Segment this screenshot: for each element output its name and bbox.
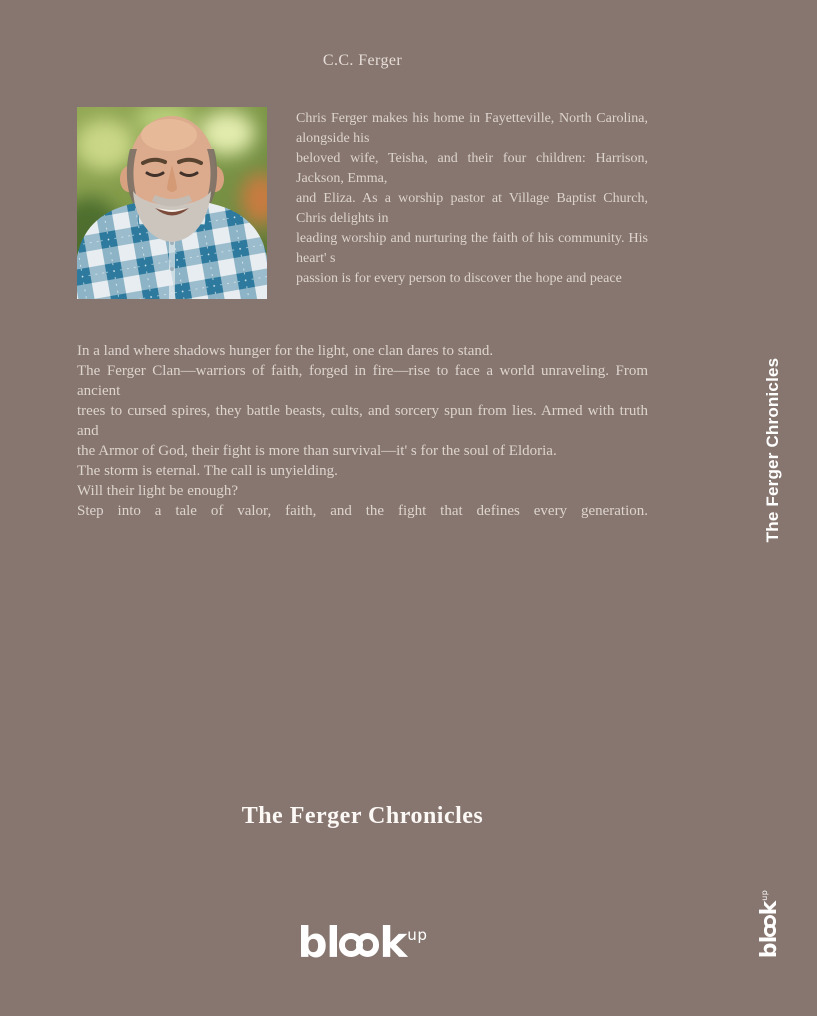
author-photo xyxy=(77,107,267,299)
logo-superscript: up xyxy=(407,925,428,944)
bio-line: leading worship and nurturing the faith of his community. His heart' s xyxy=(296,231,648,266)
bio-line: and Eliza. As a worship pastor at Village Baptist Church, Chris delights in xyxy=(296,191,648,226)
logo-ring-icon xyxy=(764,915,776,927)
spine-title: The Ferger Chronicles xyxy=(763,357,782,543)
description-line: Step into a tale of valor, faith, and the fight that defines every generation. xyxy=(77,503,648,519)
logo-text-prefix: bl xyxy=(297,918,340,967)
logo-text-suffix: k xyxy=(757,901,782,916)
description-line: The storm is eternal. The call is unyielding. xyxy=(77,463,338,479)
logo-text-prefix: bl xyxy=(757,936,782,959)
spine-publisher-logo-area xyxy=(752,869,792,979)
bio-line: Chris Ferger makes his home in Fayetteville, North Carolina, alongside his xyxy=(296,111,648,146)
description-line: the Armor of God, their fight is more than survival—it' s for the soul of Eldoria. xyxy=(77,443,557,459)
description-line: trees to cursed spires, they battle beasts, cults, and sorcery spun from lies. Armed with truth and xyxy=(77,403,648,439)
description-line: In a land where shadows hunger for the light, one clan dares to stand. xyxy=(77,343,494,359)
description-line: Will their light be enough? xyxy=(77,483,239,499)
book-description xyxy=(77,341,648,521)
logo-ring-icon xyxy=(356,933,380,957)
author-bio xyxy=(296,107,648,289)
author-name: C.C. Ferger xyxy=(322,52,403,69)
description-line: The Ferger Clan—warriors of faith, forged in fire—rise to face a world unraveling. From ancient xyxy=(77,363,648,399)
bio-line: beloved wife, Teisha, and their four children: Harrison, Jackson, Emma, xyxy=(296,151,648,186)
book-title: The Ferger Chronicles xyxy=(241,803,484,829)
blookup-logo-spine xyxy=(759,890,781,958)
publisher-logo-area xyxy=(77,918,648,967)
bio-line: passion is for every person to discover the hope and peace xyxy=(296,271,622,286)
author-section xyxy=(77,107,648,299)
blookup-logo xyxy=(297,918,428,967)
logo-text-suffix: k xyxy=(379,918,406,967)
logo-superscript: up xyxy=(759,889,769,901)
